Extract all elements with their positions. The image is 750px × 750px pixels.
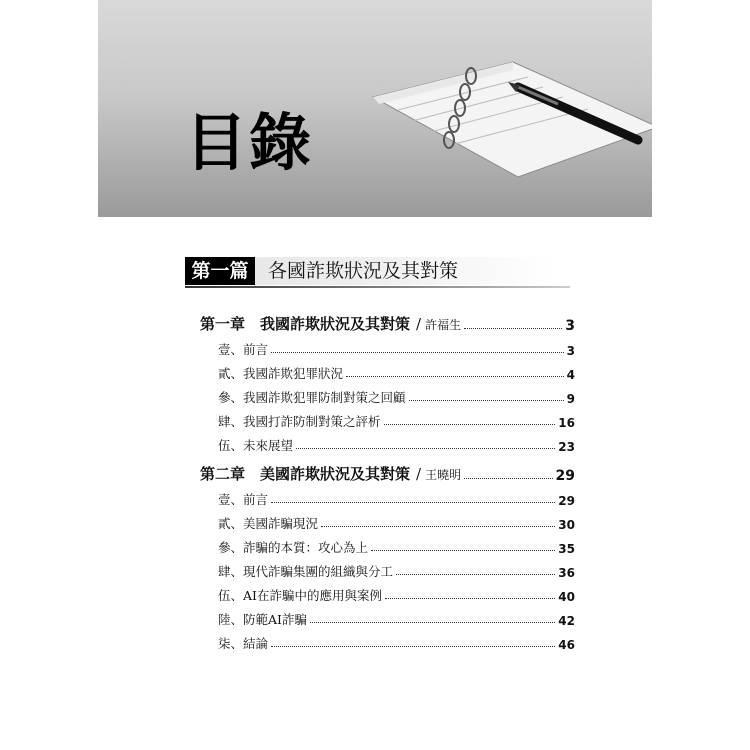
dot-leader [346,375,564,377]
section-title: 壹、前言 [218,492,269,507]
table-of-contents [200,304,575,652]
toc-section[interactable] [200,334,575,358]
chapter-page: 29 [555,468,575,484]
section-title: 伍、AI在詐騙中的應用與案例 [218,588,382,603]
section-title: 貳、我國詐欺犯罪狀況 [218,366,344,381]
toc-section[interactable] [200,430,575,454]
notebook-pen-illustration [353,52,652,182]
section-title: 參、詐騙的本質：攻心為上 [218,540,369,555]
dot-leader [464,477,552,479]
chapter-author: 王曉明 [425,468,462,482]
section-page: 46 [558,638,575,652]
part-title: 各國詐欺狀況及其對策 [268,260,459,282]
toc-chapter[interactable] [200,308,575,334]
section-page: 23 [558,440,575,454]
toc-section[interactable] [200,508,575,532]
section-page: 36 [558,566,575,580]
dot-leader [271,501,555,503]
dot-leader [409,399,564,401]
slash-separator: / [416,465,422,483]
dot-leader [321,525,555,527]
toc-chapter[interactable] [200,458,575,484]
toc-section[interactable] [200,532,575,556]
dot-leader [384,423,556,425]
header-photo-band [98,0,652,217]
dot-leader [296,447,555,449]
dot-leader [271,351,564,353]
section-page: 3 [566,344,575,358]
section-page: 42 [558,614,575,628]
slash-separator: / [416,315,422,333]
section-page: 16 [558,416,575,430]
chapter-author: 許福生 [425,318,462,332]
dot-leader [271,645,555,647]
section-page: 30 [558,518,575,532]
dot-leader [371,549,555,551]
section-page: 40 [558,590,575,604]
section-title: 肆、現代詐騙集團的組織與分工 [218,564,394,579]
chapter-page: 3 [565,318,575,334]
chapter-title: 我國詐欺狀況及其對策 [260,315,411,333]
section-title: 伍、未來展望 [218,438,294,453]
dot-leader [396,573,555,575]
toc-section[interactable] [200,604,575,628]
dot-leader [464,327,562,329]
section-page: 35 [558,542,575,556]
section-title: 參、我國詐欺犯罪防制對策之回顧 [218,390,406,405]
section-page: 9 [566,392,575,406]
section-title: 壹、前言 [218,342,269,357]
page-title: 目錄 [185,106,314,179]
section-page: 29 [558,494,575,508]
toc-section[interactable] [200,358,575,382]
section-page: 4 [566,368,575,382]
dot-leader [385,597,555,599]
chapter-title: 美國詐欺狀況及其對策 [260,465,411,483]
dot-leader [310,621,555,623]
section-title: 陸、防範AI詐騙 [218,612,307,627]
toc-section[interactable] [200,406,575,430]
chapter-number: 第二章 [200,465,246,483]
toc-section[interactable] [200,382,575,406]
section-title: 柒、結論 [218,636,269,651]
part-label: 第一篇 [185,257,255,285]
part-banner [185,257,555,285]
toc-section[interactable] [200,628,575,652]
chapter-number: 第一章 [200,315,246,333]
toc-section[interactable] [200,484,575,508]
section-title: 肆、我國打詐防制對策之評析 [218,414,381,429]
toc-section[interactable] [200,580,575,604]
section-title: 貳、美國詐騙現況 [218,516,319,531]
toc-section[interactable] [200,556,575,580]
part-rule [185,286,570,288]
